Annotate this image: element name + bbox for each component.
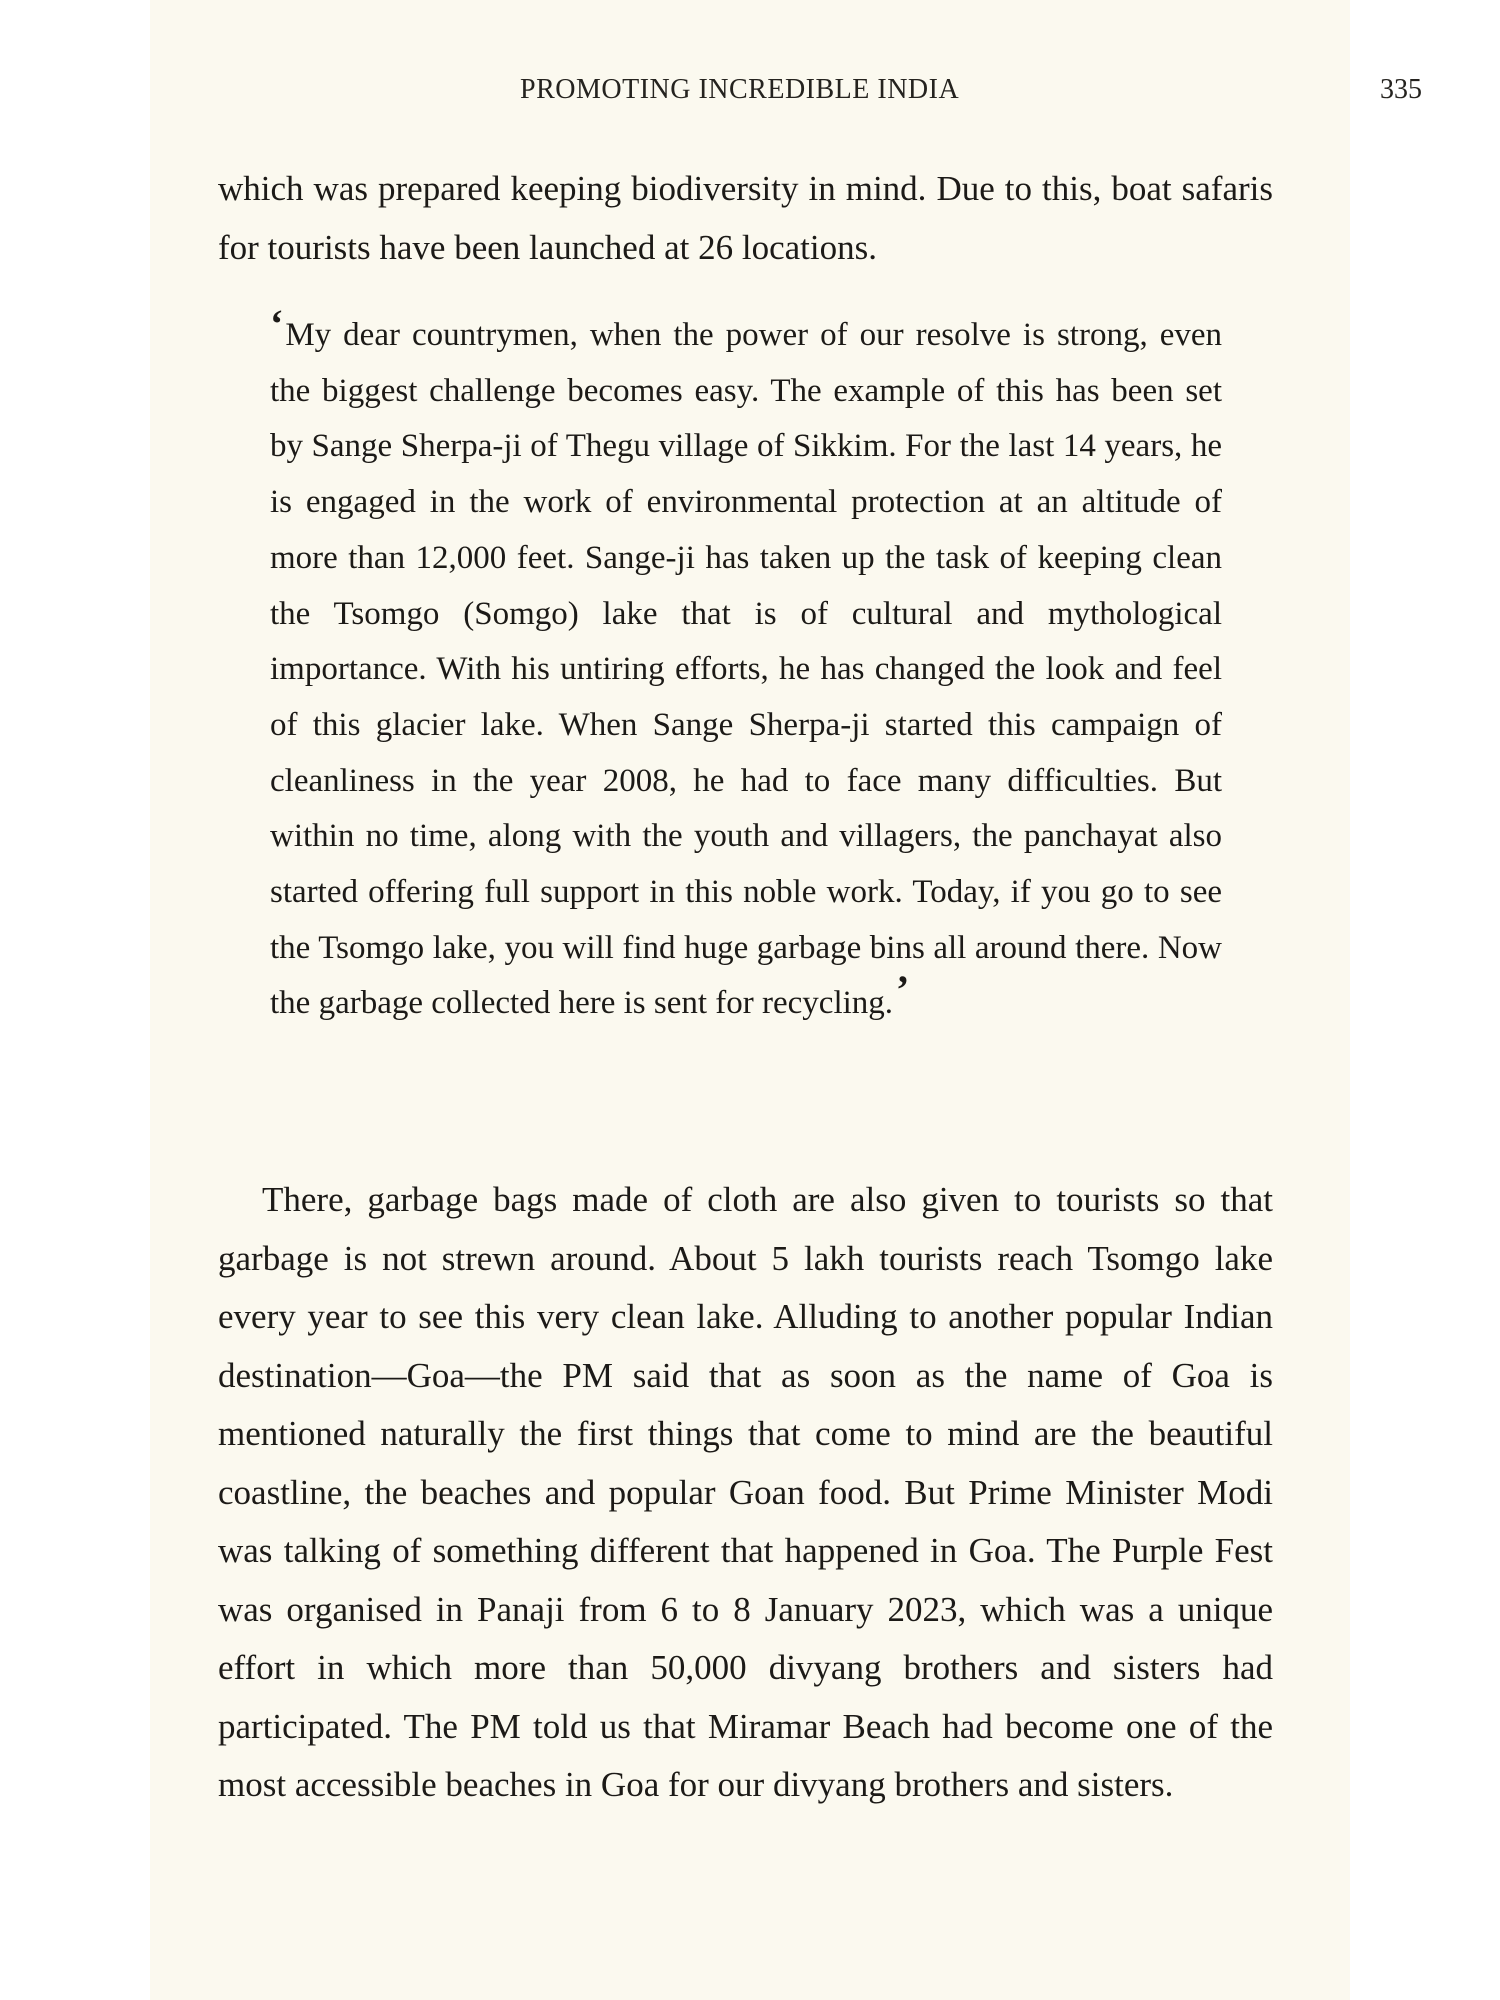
paragraph-continued bbox=[218, 160, 1273, 277]
running-title: PROMOTING INCREDIBLE INDIA bbox=[520, 74, 960, 105]
page-number: 335 bbox=[1380, 74, 1422, 105]
paragraph-main bbox=[218, 1171, 1273, 1815]
block-quote bbox=[270, 301, 1222, 1032]
quote-paragraph bbox=[270, 301, 1222, 1032]
quote-text: My dear countrymen, when the power of our resolve is strong, even the biggest challenge becomes easy. The example of this has been set by Sange Sherpa-ji of Thegu village of Sikkim. For the last 14 years, he is engaged in the work of environmental protection at an altitude of more than 12,000 feet. Sange-ji has taken up the task of keeping clean the Tsomgo (Somgo) lake that is of cultural and mythological importance. With his untiring efforts, he has changed the look and feel of this glacier lake. When Sange Sherpa-ji started this campaign of cleanliness in the year 2008, he had to face many difficulties. But within no time, along with the youth and villagers, the panchayat also started offering full support in this noble work. Today, if you go to see the Tsomgo lake, you will find huge garbage bins all around there. Now the garbage collected here is sent for recycling. bbox=[270, 317, 1222, 1022]
paragraph-text: There, garbage bags made of cloth are also given to tourists so that garbage is not strewn around. About 5 lakh tourists reach Tsomgo lake every year to see this very clean lake. Alluding to another popular Indian destination—Goa—the PM said that as soon as the name of Goa is mentioned naturally the first things that come to mind are the beautiful coastline, the beaches and popular Goan food. But Prime Minister Modi was talking of something different that happened in Goa. The Purple Fest was organised in Panaji from 6 to 8 January 2023, which was a unique effort in which more than 50,000 divyang brothers and sisters had participated. The PM told us that Miramar Beach had become one of the most accessible beaches in Goa for our divyang brothers and sisters. bbox=[218, 1180, 1273, 1804]
open-quote-mark: ‘ bbox=[270, 301, 284, 346]
paragraph-text: which was prepared keeping biodiversity in mind. Due to this, boat safaris for tourists have been launched at 26 locations. bbox=[218, 169, 1273, 267]
close-quote-mark: ’ bbox=[896, 967, 910, 1013]
